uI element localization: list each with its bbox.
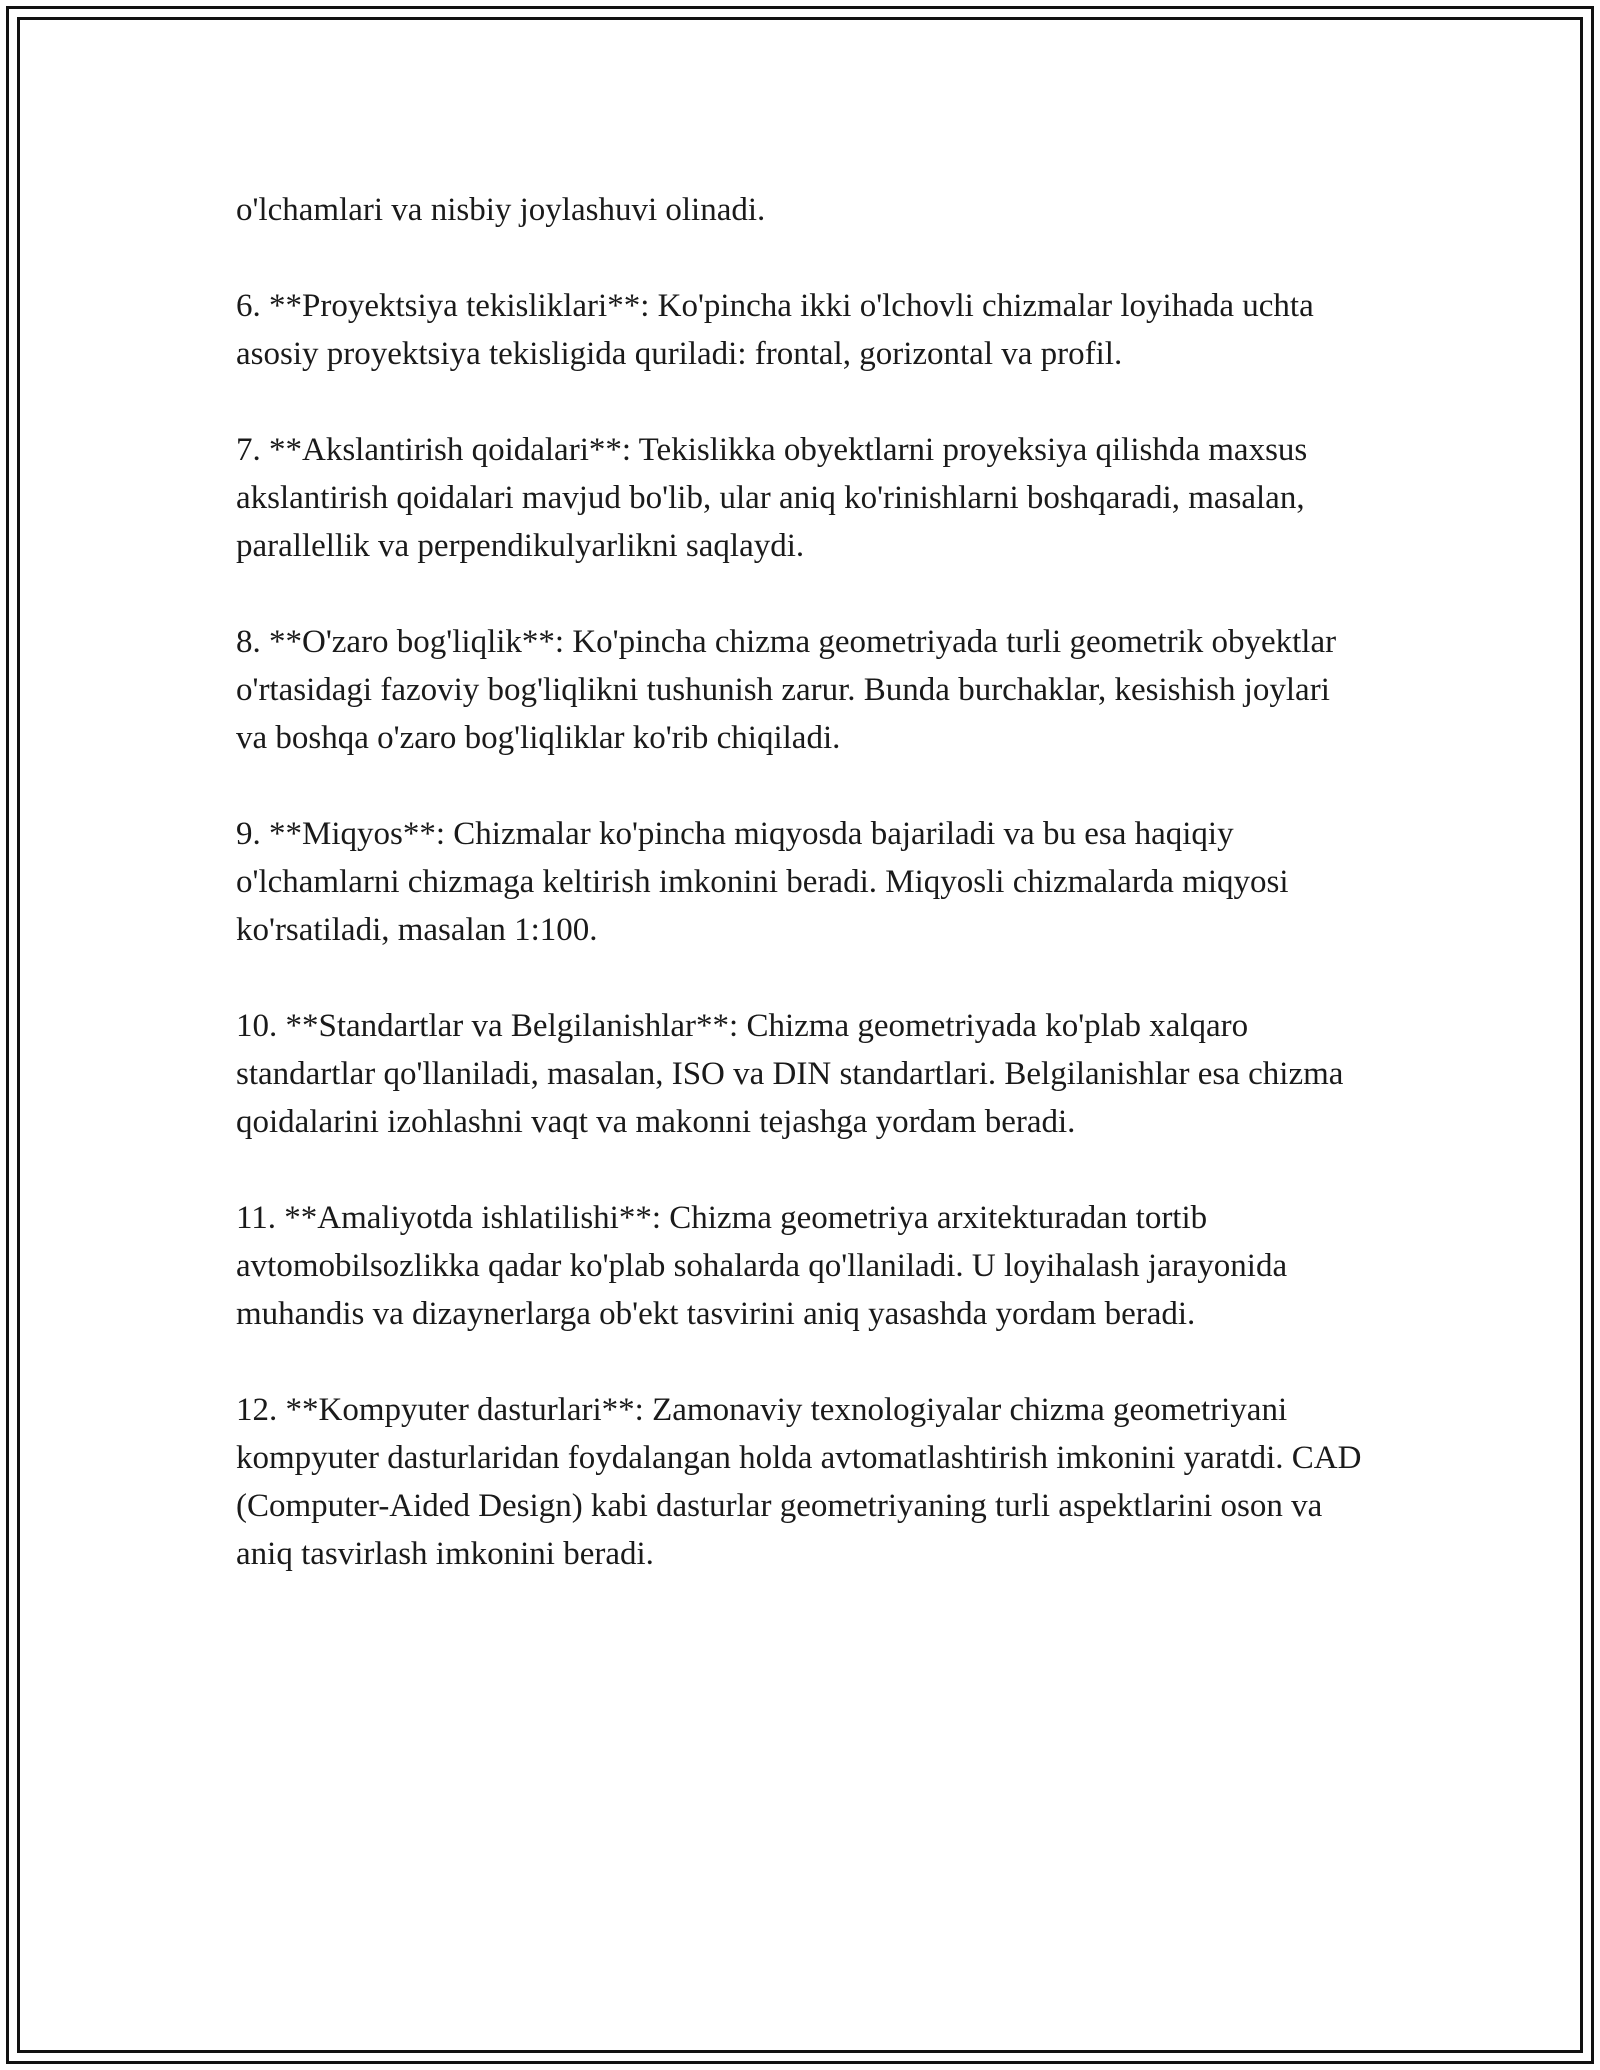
paragraph-continuation: o'lchamlari va nisbiy joylashuvi olinadi. bbox=[236, 192, 766, 228]
document-body bbox=[236, 186, 1366, 1626]
paragraph-item-10: 10. **Standartlar va Belgilanishlar**: Chizma geometriyada ko'plab xalqaro standartlar qo'llaniladi, masalan, ISO va DIN standartlari. Belgilanishlar esa chizma qoidalarini izohlashni vaqt va makonni tejashga yordam beradi. bbox=[236, 1008, 1344, 1140]
paragraph-item-6: 6. **Proyektsiya tekisliklari**: Ko'pincha ikki o'lchovli chizmalar loyihada uchta asosiy proyektsiya tekisligida quriladi: frontal, gorizontal va profil. bbox=[236, 288, 1314, 372]
paragraph-item-11: 11. **Amaliyotda ishlatilishi**: Chizma geometriya arxitekturadan tortib avtomobilsozlikka qadar ko'plab sohalarda qo'llaniladi. U loyihalash jarayonida muhandis va dizaynerlarga ob'ekt tasvirini aniq yasashda yordam beradi. bbox=[236, 1200, 1288, 1332]
paragraph-item-9: 9. **Miqyos**: Chizmalar ko'pincha miqyosda bajariladi va bu esa haqiqiy o'lchamlarni chizmaga keltirish imkonini beradi. Miqyosli chizmalarda miqyosi ko'rsatiladi, masalan 1:100. bbox=[236, 816, 1289, 948]
paragraph-item-7: 7. **Akslantirish qoidalari**: Tekislikka obyektlarni proyeksiya qilishda maxsus akslantirish qoidalari mavjud bo'lib, ular aniq ko'rinishlarni boshqaradi, masalan, parallellik va perpendikulyarlikni saqlaydi. bbox=[236, 432, 1308, 564]
paragraph-item-12: 12. **Kompyuter dasturlari**: Zamonaviy texnologiyalar chizma geometriyani kompyuter dasturlaridan foydalangan holda avtomatlashtirish imkonini yaratdi. CAD (Computer-Aided Design) kabi dasturlar geometriyaning turli aspektlarini oson va aniq tasvirlash imkonini beradi. bbox=[236, 1392, 1362, 1572]
paragraph-item-8: 8. **O'zaro bog'liqlik**: Ko'pincha chizma geometriyada turli geometrik obyektlar o'rtasidagi fazoviy bog'liqlikni tushunish zarur. Bunda burchaklar, kesishish joylari va boshqa o'zaro bog'liqliklar ko'rib chiqiladi. bbox=[236, 624, 1337, 756]
